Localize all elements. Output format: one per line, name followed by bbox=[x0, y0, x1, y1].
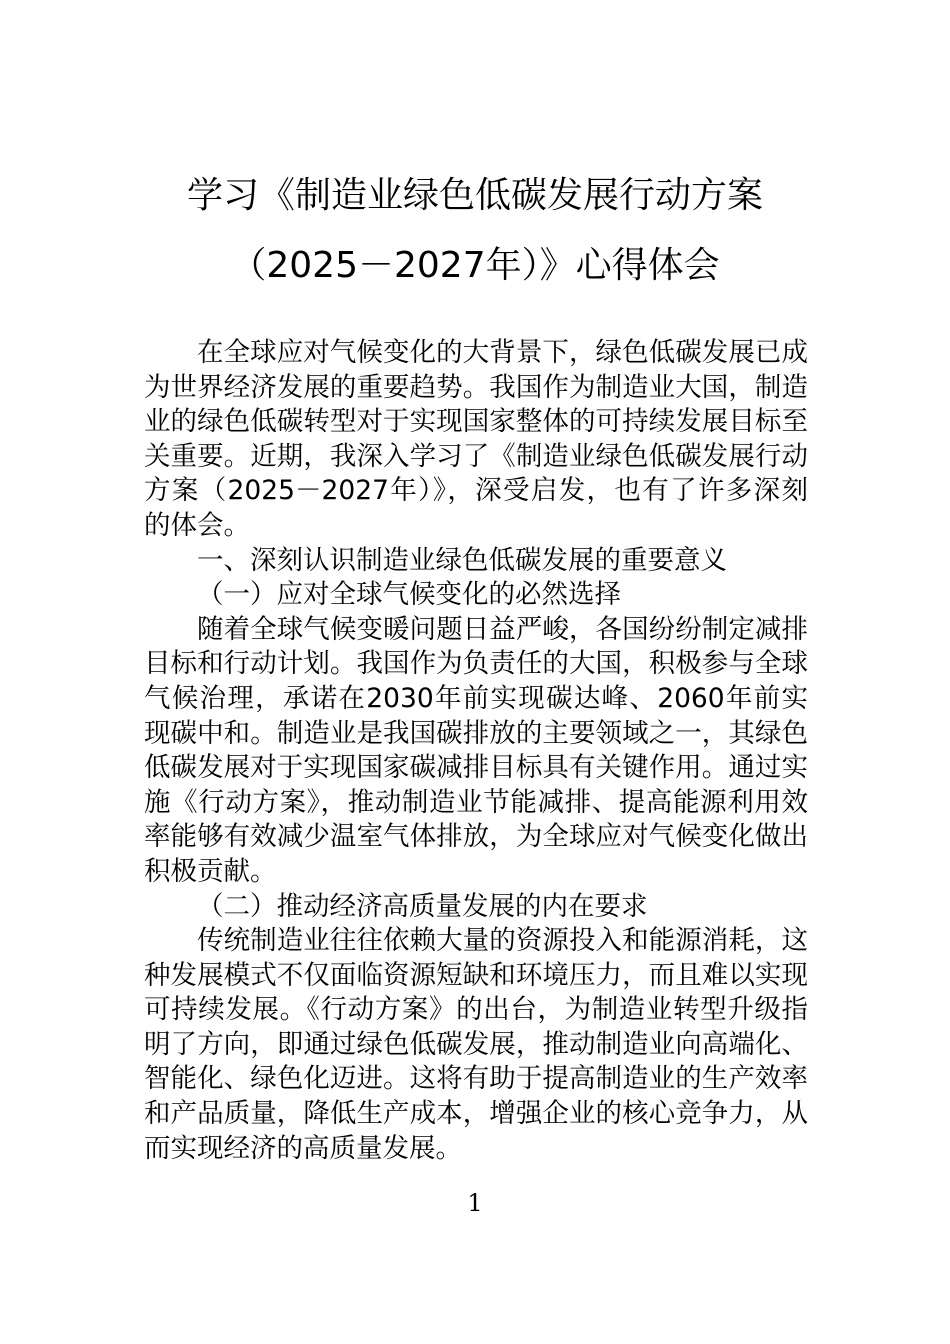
document-title-line-1: 学习《制造业绿色低碳发展行动方案 bbox=[186, 175, 763, 216]
subsection-paragraph-2: 传统制造业往往依赖大量的资源投入和能源消耗，这种发展模式不仅面临资源短缺和环境压力，而且难以实现可持续发展。《行动方案》的出台，为制造业转型升级指明了方向，即通过绿色低碳发展，推动制造业向高端化、智能化、绿色化迈进。这将有助于提高制造业的生产效率和产品质量，降低生产成本，增强企业的核心竞争力，从而实现经济的高质量发展。 bbox=[144, 925, 808, 1164]
document-title-line-2: （2025－2027年）》心得体会 bbox=[230, 245, 720, 286]
document-body bbox=[144, 336, 808, 1166]
page-number: 1 bbox=[467, 1189, 483, 1217]
subsection-heading-2: （二）推动经济高质量发展的内在要求 bbox=[197, 890, 648, 922]
subsection-paragraph-1: 随着全球气候变暖问题日益严峻，各国纷纷制定减排目标和行动计划。我国作为负责任的大国，积极参与全球气候治理，承诺在2030年前实现碳达峰、2060年前实现碳中和。制造业是我国碳排放的主要领域之一，其绿色低碳发展对于实现国家碳减排目标具有关键作用。通过实施《行动方案》，推动制造业节能减排、提高能源利用效率能够有效减少温室气体排放，为全球应对气候变化做出积极贡献。 bbox=[144, 613, 808, 887]
subsection-heading-1: （一）应对全球气候变化的必然选择 bbox=[197, 579, 621, 611]
section-heading-1: 一、深刻认识制造业绿色低碳发展的重要意义 bbox=[197, 544, 727, 576]
intro-paragraph: 在全球应对气候变化的大背景下，绿色低碳发展已成为世界经济发展的重要趋势。我国作为制造业大国，制造业的绿色低碳转型对于实现国家整体的可持续发展目标至关重要。近期，我深入学习了《制造业绿色低碳发展行动方案（2025－2027年）》，深受启发，也有了许多深刻的体会。 bbox=[144, 337, 808, 541]
